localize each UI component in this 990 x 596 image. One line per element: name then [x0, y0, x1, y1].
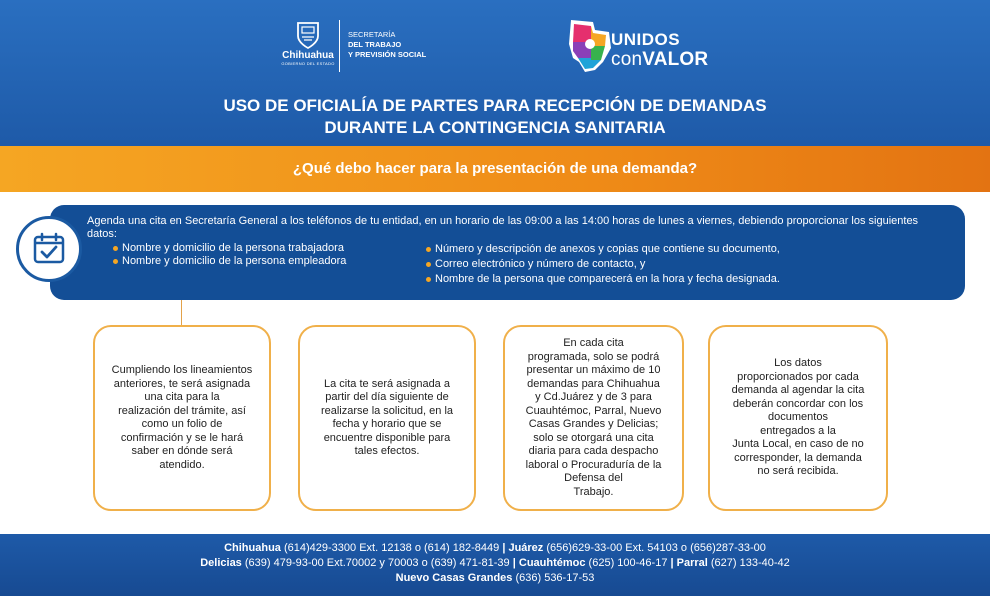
page-title: [0, 95, 990, 139]
instructions-intro: Agenda una cita en Secretaría General a los teléfonos de tu entidad, en un horario de las 09:00 a las 14:00 horas de lunes a viernes, debiendo proporcionar los siguientes datos:: [87, 215, 919, 240]
list-item: Correo electrónico y número de contacto, y: [425, 258, 780, 271]
footer-line-2: [0, 556, 990, 571]
separator: |: [512, 557, 516, 569]
required-data-list-left: [112, 242, 346, 268]
phones-chihuahua: (614)429-3300 Ext. 12138 o (614) 182-8449: [280, 542, 503, 554]
phones-nuevo-casas-grandes: (636) 536-17-53: [512, 572, 595, 584]
city-nuevo-casas-grandes: Nuevo Casas Grandes: [395, 572, 513, 584]
campaign-con: con: [611, 49, 643, 70]
city-chihuahua: Chihuahua: [224, 542, 281, 554]
separator: |: [502, 542, 506, 554]
ministry-name: [348, 30, 426, 60]
unidos-con-valor-logo: [565, 18, 725, 78]
footer-line-3: [0, 571, 990, 586]
campaign-valor: VALOR: [642, 49, 709, 70]
city-cuauhtemoc: Cuauhtémoc: [515, 557, 586, 569]
state-map-icon: [565, 18, 613, 74]
city-delicias: Delicias: [200, 557, 242, 569]
step-text-4: Los datos proporcionados por cada demanda al agendar la cita deberán concordar con los documentos entregados a la Junta Local, en caso de no corresponder, la demanda no será recibida.: [731, 357, 865, 478]
phones-juarez: (656)629-33-00 Ext. 54103 o (656)287-33-00: [543, 542, 766, 554]
campaign-line-1: UNIDOS: [611, 30, 681, 49]
step-text-2: La cita te será asignada a partir del día siguiente de realizarse la solicitud, en la fecha y horario que se encuentre disponible para tales efectos.: [320, 377, 454, 457]
step-text-3: En cada cita programada, solo se podrá presentar un máximo de 10 demandas para Chihuahua y Cd.Juárez y de 3 para Cuauhtémoc, Parral, Nuevo Casas Grandes y Delicias; solo se otorgará una cita diaria para cada despacho laboral o Procuraduría de la Defensa del Trabajo.: [525, 337, 662, 498]
gobierno-chihuahua-logo: [272, 20, 344, 72]
phones-cuauhtemoc: (625) 100-46-17: [585, 557, 671, 569]
list-item: Nombre y domicilio de la persona trabajadora: [112, 242, 346, 255]
city-juarez: Juárez: [505, 542, 544, 554]
step-card-3: [503, 325, 684, 511]
list-item: Número y descripción de anexos y copias que contiene su documento,: [425, 243, 780, 256]
step-card-1: [93, 325, 271, 511]
ministry-line-1: SECRETARÍA: [348, 30, 396, 39]
calendar-badge: [16, 216, 82, 282]
title-line-1: USO DE OFICIALÍA DE PARTES PARA RECEPCIÓN DE DEMANDAS: [223, 96, 767, 115]
ministry-line-2: DEL TRABAJO: [348, 40, 402, 49]
calendar-check-icon: [33, 232, 65, 264]
required-data-list-right: [425, 243, 780, 288]
header-banner: [0, 0, 990, 146]
question-banner: ¿Qué debo hacer para la presentación de una demanda?: [0, 146, 990, 192]
separator: |: [670, 557, 674, 569]
step-card-2: [298, 325, 476, 511]
step-text-1: Cumpliendo los lineamientos anteriores, te será asignada una cita para la realización del trámite, así como un folio de confirmación y se le hará saber en dónde será atendido.: [111, 364, 253, 471]
gov-logo-name: Chihuahua: [282, 50, 334, 61]
step-card-4: [708, 325, 888, 511]
title-line-2: DURANTE LA CONTINGENCIA SANITARIA: [324, 118, 666, 137]
list-item: Nombre de la persona que comparecerá en la hora y fecha designada.: [425, 273, 780, 286]
phones-delicias: (639) 479-93-00 Ext.70002 y 70003 o (639) 471-81-39: [241, 557, 513, 569]
city-parral: Parral: [673, 557, 708, 569]
footer-line-1: [0, 541, 990, 556]
state-shield-icon: [293, 20, 323, 50]
phones-parral: (627) 133-40-42: [707, 557, 790, 569]
logo-divider: [339, 20, 340, 72]
list-item: Nombre y domicilio de la persona empleadora: [112, 255, 346, 268]
contact-footer: [0, 534, 990, 596]
ministry-line-3: Y PREVISIÓN SOCIAL: [348, 50, 427, 59]
campaign-line-2: [611, 49, 708, 71]
gov-logo-sub: GOBIERNO DEL ESTADO: [281, 61, 335, 66]
